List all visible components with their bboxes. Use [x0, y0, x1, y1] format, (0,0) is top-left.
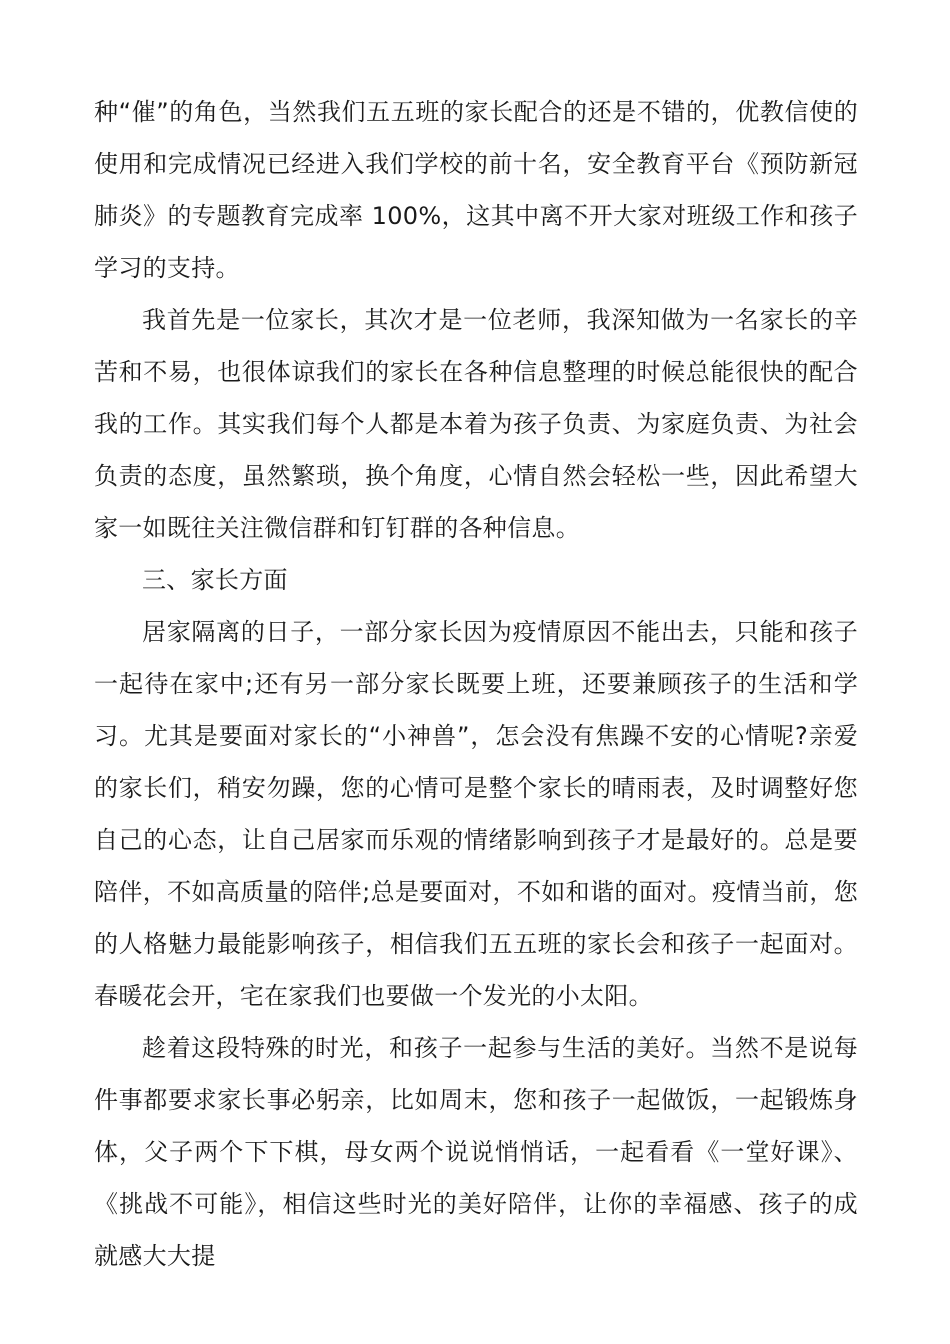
paragraph-home-isolation: 居家隔离的日子，一部分家长因为疫情原因不能出去，只能和孩子一起待在家中;还有另一部分家长既要上班，还要兼顾孩子的生活和学习。尤其是要面对家长的“小神兽”，怎会没有焦躁不安的心情呢?亲爱的家长们，稍安勿躁，您的心情可是整个家长的晴雨表，及时调整好您自己的心态，让自己居家而乐观的情绪影响到孩子才是最好的。总是要陪伴，不如高质量的陪伴;总是要面对，不如和谐的面对。疫情当前，您的人格魅力最能影响孩子，相信我们五五班的家长会和孩子一起面对。春暖花会开，宅在家我们也要做一个发光的小太阳。: [94, 618, 858, 1010]
document-body: [94, 86, 858, 1282]
paragraph-special-time: 趁着这段特殊的时光，和孩子一起参与生活的美好。当然不是说每件事都要求家长事必躬亲，比如周末，您和孩子一起做饭，一起锻炼身体，父子两个下下棋，母女两个说说悄悄话，一起看看《一堂好课》、《挑战不可能》，相信这些时光的美好陪伴，让你的幸福感、孩子的成就感大大提: [94, 1034, 858, 1270]
paragraph-continuation: 种“催”的角色，当然我们五五班的家长配合的还是不错的，优教信使的使用和完成情况已经进入我们学校的前十名，安全教育平台《预防新冠肺炎》的专题教育完成率 100%，这其中离不开大家对班级工作和孩子学习的支持。: [94, 98, 858, 282]
section-heading-parents: 三、家长方面: [142, 566, 288, 594]
paragraph-parent-role: 我首先是一位家长，其次才是一位老师，我深知做为一名家长的辛苦和不易，也很体谅我们的家长在各种信息整理的时候总能很快的配合我的工作。其实我们每个人都是本着为孩子负责、为家庭负责、为社会负责的态度，虽然繁琐，换个角度，心情自然会轻松一些，因此希望大家一如既往关注微信群和钉钉群的各种信息。: [94, 306, 858, 542]
